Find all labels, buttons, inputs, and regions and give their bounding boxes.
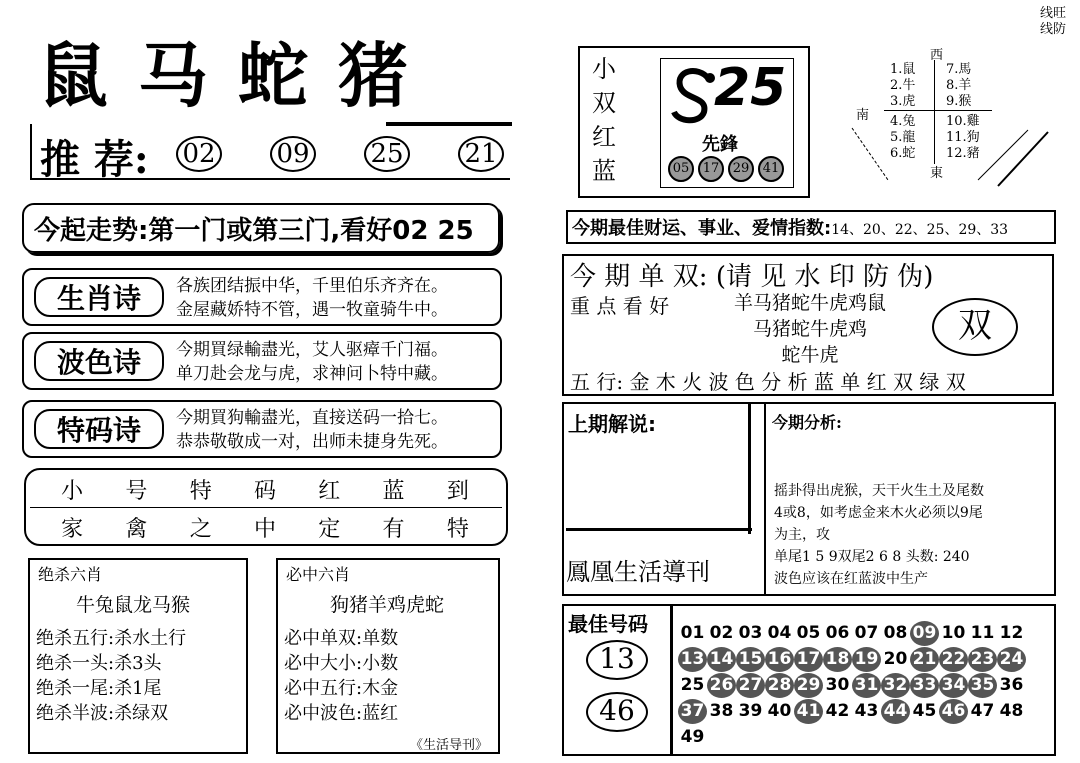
number-grid-row	[678, 672, 1026, 698]
pioneer-ball: 17	[698, 156, 724, 182]
number-cell: 10	[941, 623, 966, 643]
best-left-divider	[670, 606, 673, 754]
number-cell: 19	[852, 647, 881, 672]
number-cell: 17	[794, 647, 823, 672]
number-cell: 11	[970, 623, 995, 643]
pioneer-side: 小 双 红 蓝	[592, 55, 616, 185]
number-cell: 05	[796, 623, 821, 643]
page-title: 鼠马蛇猪	[38, 35, 438, 117]
recommend-number: 25	[364, 136, 410, 172]
number-cell: 21	[910, 647, 939, 672]
number-cell: 23	[968, 647, 997, 672]
number-grid-row	[678, 724, 1026, 750]
number-cell: 14	[707, 647, 736, 672]
must-box-zodiacs: 狗猪羊鸡虎蛇	[330, 594, 445, 616]
number-cell: 09	[910, 621, 939, 646]
number-cell: 42	[825, 701, 850, 721]
poem-label: 特码诗	[34, 409, 164, 449]
last-period-vline	[748, 404, 751, 534]
pioneer-balls	[668, 156, 784, 182]
number-grid-row	[678, 698, 1026, 724]
fortune-text: 今期最佳财运、事业、爱情指数:14、20、22、25、29、33	[572, 218, 1009, 239]
number-cell: 15	[736, 647, 765, 672]
number-cell: 45	[912, 701, 937, 721]
recommend-bar-top	[386, 122, 512, 126]
brand-logo: 鳳凰生活導刊	[566, 558, 710, 586]
number-cell: 26	[707, 673, 736, 698]
number-cell: 20	[883, 649, 908, 669]
number-cell: 35	[968, 673, 997, 698]
number-cell: 22	[939, 647, 968, 672]
number-cell: 39	[738, 701, 763, 721]
number-cell: 24	[997, 647, 1026, 672]
number-cell: 37	[678, 699, 707, 724]
number-cell: 49	[680, 727, 705, 747]
number-grid	[678, 620, 1026, 750]
riddle-row-2: 家 禽 之 中 定 有 特	[61, 517, 469, 542]
number-cell: 03	[738, 623, 763, 643]
number-cell: 31	[852, 673, 881, 698]
recommend-number: 02	[176, 136, 222, 172]
number-cell: 38	[709, 701, 734, 721]
number-cell: 30	[825, 675, 850, 695]
recommend-label: 推 荐:	[40, 136, 149, 183]
top-right-note: 线旺 线防	[1039, 6, 1066, 37]
compass-south: 南	[856, 108, 870, 123]
compass-right: 7.馬 8.羊 9.猴 10.雞 11.狗 12.豬	[946, 62, 980, 161]
recommend-number: 21	[458, 136, 504, 172]
pioneer-label: 先鋒	[702, 134, 738, 155]
number-cell: 13	[678, 647, 707, 672]
compass-left: 1.鼠 2.牛 3.虎 4.兔 5.龍 6.蛇	[890, 62, 916, 161]
poem-label: 波色诗	[34, 341, 164, 381]
compass-lines	[848, 120, 1058, 190]
riddle-divider	[30, 507, 502, 508]
number-cell: 33	[910, 673, 939, 698]
number-cell: 41	[794, 699, 823, 724]
number-cell: 04	[767, 623, 792, 643]
number-cell: 40	[767, 701, 792, 721]
number-cell: 28	[765, 673, 794, 698]
number-cell: 01	[680, 623, 705, 643]
recommend-number: 09	[270, 136, 316, 172]
single-double-focus: 重 点 看 好	[570, 294, 670, 318]
poem-text: 各族团结振中华，千里伯乐齐齐在。 金屋藏娇特不管，遇一牧童骑牛中。	[176, 276, 448, 320]
number-cell: 47	[970, 701, 995, 721]
analysis-lines: 摇卦得出虎猴，天干火生土及尾数 4或8，如考虑金来木火必须以9尾 为主，攻 单尾1 5 9双尾2 6 8 头数: 240 波色应该在红蓝波中生产	[774, 483, 984, 587]
compass-west: 西	[930, 48, 944, 63]
number-cell: 08	[883, 623, 908, 643]
number-cell: 06	[825, 623, 850, 643]
number-cell: 16	[765, 647, 794, 672]
riddle-row-1: 小 号 特 码 红 蓝 到	[61, 479, 469, 504]
single-double-stamp: 双	[932, 298, 1018, 356]
kill-box-rows: 绝杀五行:杀水土行 绝杀一头:杀3头 绝杀一尾:杀1尾 绝杀半波:杀绿双	[36, 628, 187, 724]
number-grid-row	[678, 646, 1026, 672]
number-cell: 43	[854, 701, 879, 721]
poem-text: 今期買狗輸盡光，直接送码一拾七。 恭恭敬敬成一对，出师未捷身先死。	[176, 408, 448, 452]
number-cell: 29	[794, 673, 823, 698]
number-grid-row	[678, 620, 1026, 646]
number-cell: 48	[999, 701, 1024, 721]
pioneer-ball: 41	[758, 156, 784, 182]
pioneer-number: 25	[714, 58, 787, 118]
number-cell: 46	[939, 699, 968, 724]
trend-text: 今起走势:第一门或第三门,看好02 25	[34, 216, 474, 246]
last-period-divider	[566, 528, 752, 531]
last-period-title: 上期解说:	[568, 412, 656, 436]
best-pick: 46	[586, 692, 648, 732]
number-cell: 25	[680, 675, 705, 695]
pioneer-ball: 05	[668, 156, 694, 182]
single-double-bottom: 五 行: 金 木 火 波 色 分 析 蓝 单 红 双 绿 双	[570, 370, 966, 394]
single-double-title: 今 期 单 双: (请 见 水 印 防 伪)	[570, 262, 934, 292]
number-cell: 34	[939, 673, 968, 698]
must-box-title: 必中六肖	[286, 565, 351, 584]
number-cell: 18	[823, 647, 852, 672]
single-double-lines: 羊马猪蛇牛虎鸡鼠 马猪蛇牛虎鸡 蛇牛虎	[733, 292, 886, 366]
best-pick: 13	[586, 640, 648, 680]
number-cell: 44	[881, 699, 910, 724]
best-title: 最佳号码	[568, 612, 648, 636]
kill-box-title: 绝杀六肖	[38, 565, 103, 584]
must-box-footer: 《生活导刊》	[410, 738, 489, 753]
number-cell: 27	[736, 673, 765, 698]
must-box-rows: 必中单双:单数 必中大小:小数 必中五行:木金 必中波色:蓝红	[284, 628, 399, 724]
kill-box-zodiacs: 牛兔鼠龙马猴	[76, 594, 191, 616]
compass-east: 東	[930, 166, 944, 181]
analysis-title: 今期分析:	[772, 413, 842, 432]
number-cell: 32	[881, 673, 910, 698]
recommend-numbers	[176, 136, 504, 172]
poem-text: 今期買绿輸盡光，艾人驱瘴千门福。 单刀赴会龙与虎，求神问卜特中藏。	[176, 340, 448, 384]
poem-label: 生肖诗	[34, 277, 164, 317]
number-cell: 12	[999, 623, 1024, 643]
number-cell: 07	[854, 623, 879, 643]
number-cell: 36	[999, 675, 1024, 695]
pioneer-ball: 29	[728, 156, 754, 182]
number-cell: 02	[709, 623, 734, 643]
